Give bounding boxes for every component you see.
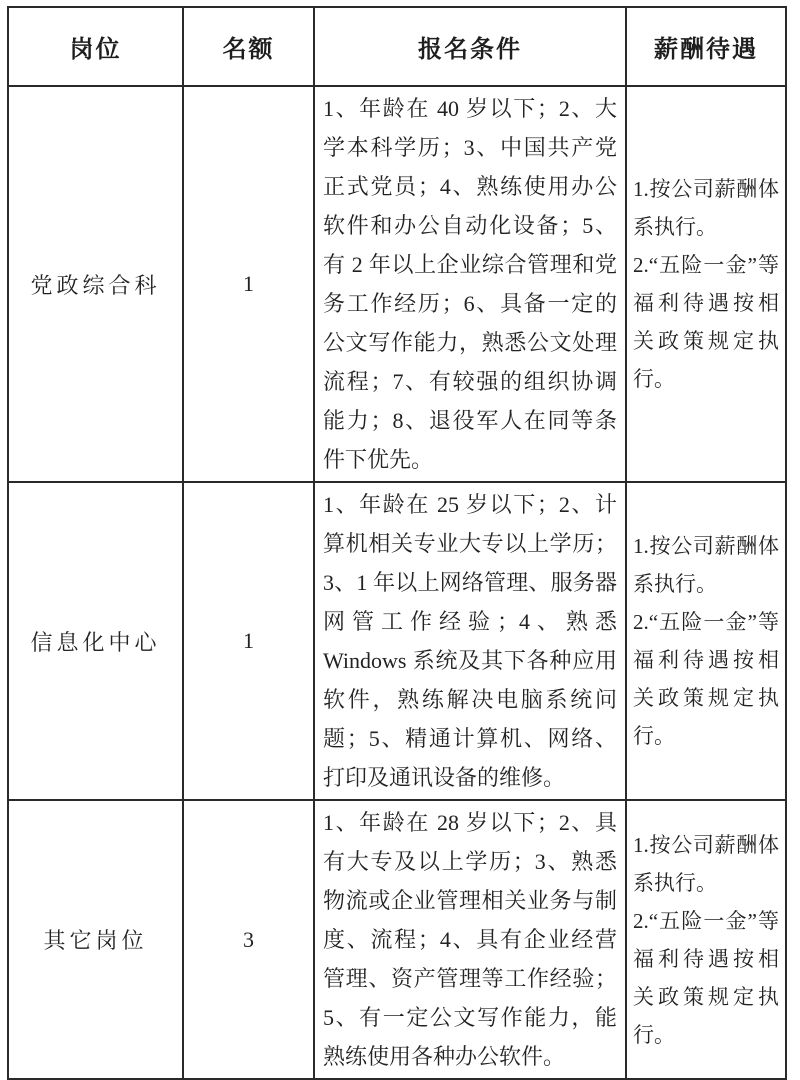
conditions-cell: 1、年龄在 25 岁以下；2、计算机相关专业大专以上学历；3、1 年以上网络管理、服务器网管工作经验；4、熟悉 Windows 系统及其下各种应用软件，熟练解决电脑系统问题；5、精通计算机、网络、打印及通讯设备的维修。 xyxy=(314,482,626,800)
quota-cell: 1 xyxy=(183,86,314,482)
position-cell: 其它岗位 xyxy=(8,800,183,1079)
header-position: 岗位 xyxy=(8,7,183,86)
table-row xyxy=(8,86,786,482)
quota-cell: 3 xyxy=(183,800,314,1079)
salary-line: 2.“五险一金”等福利待遇按相关政策规定执行。 xyxy=(633,253,779,391)
recruitment-table xyxy=(7,6,787,1080)
position-cell: 党政综合科 xyxy=(8,86,183,482)
salary-cell xyxy=(626,482,786,800)
salary-line: 1.按公司薪酬体系执行。 xyxy=(633,832,779,895)
header-salary: 薪酬待遇 xyxy=(626,7,786,86)
conditions-cell: 1、年龄在 40 岁以下；2、大学本科学历；3、中国共产党正式党员；4、熟练使用办公软件和办公自动化设备；5、有 2 年以上企业综合管理和党务工作经历；6、具备一定的公文写作能力，熟悉公文处理流程；7、有较强的组织协调能力；8、退役军人在同等条件下优先。 xyxy=(314,86,626,482)
header-quota: 名额 xyxy=(183,7,314,86)
salary-line: 2.“五险一金”等福利待遇按相关政策规定执行。 xyxy=(633,908,779,1047)
header-conditions: 报名条件 xyxy=(314,7,626,86)
conditions-cell: 1、年龄在 28 岁以下；2、具有大专及以上学历；3、熟悉物流或企业管理相关业务与制度、流程；4、具有企业经营管理、资产管理等工作经验；5、有一定公文写作能力，能熟练使用各种办公软件。 xyxy=(314,800,626,1079)
salary-line: 1.按公司薪酬体系执行。 xyxy=(633,534,779,596)
header-row xyxy=(8,7,786,86)
salary-line: 1.按公司薪酬体系执行。 xyxy=(633,177,779,239)
salary-line: 2.“五险一金”等福利待遇按相关政策规定执行。 xyxy=(633,610,779,748)
salary-cell xyxy=(626,800,786,1079)
table-row xyxy=(8,482,786,800)
table-row xyxy=(8,800,786,1079)
quota-cell: 1 xyxy=(183,482,314,800)
position-cell: 信息化中心 xyxy=(8,482,183,800)
salary-cell xyxy=(626,86,786,482)
